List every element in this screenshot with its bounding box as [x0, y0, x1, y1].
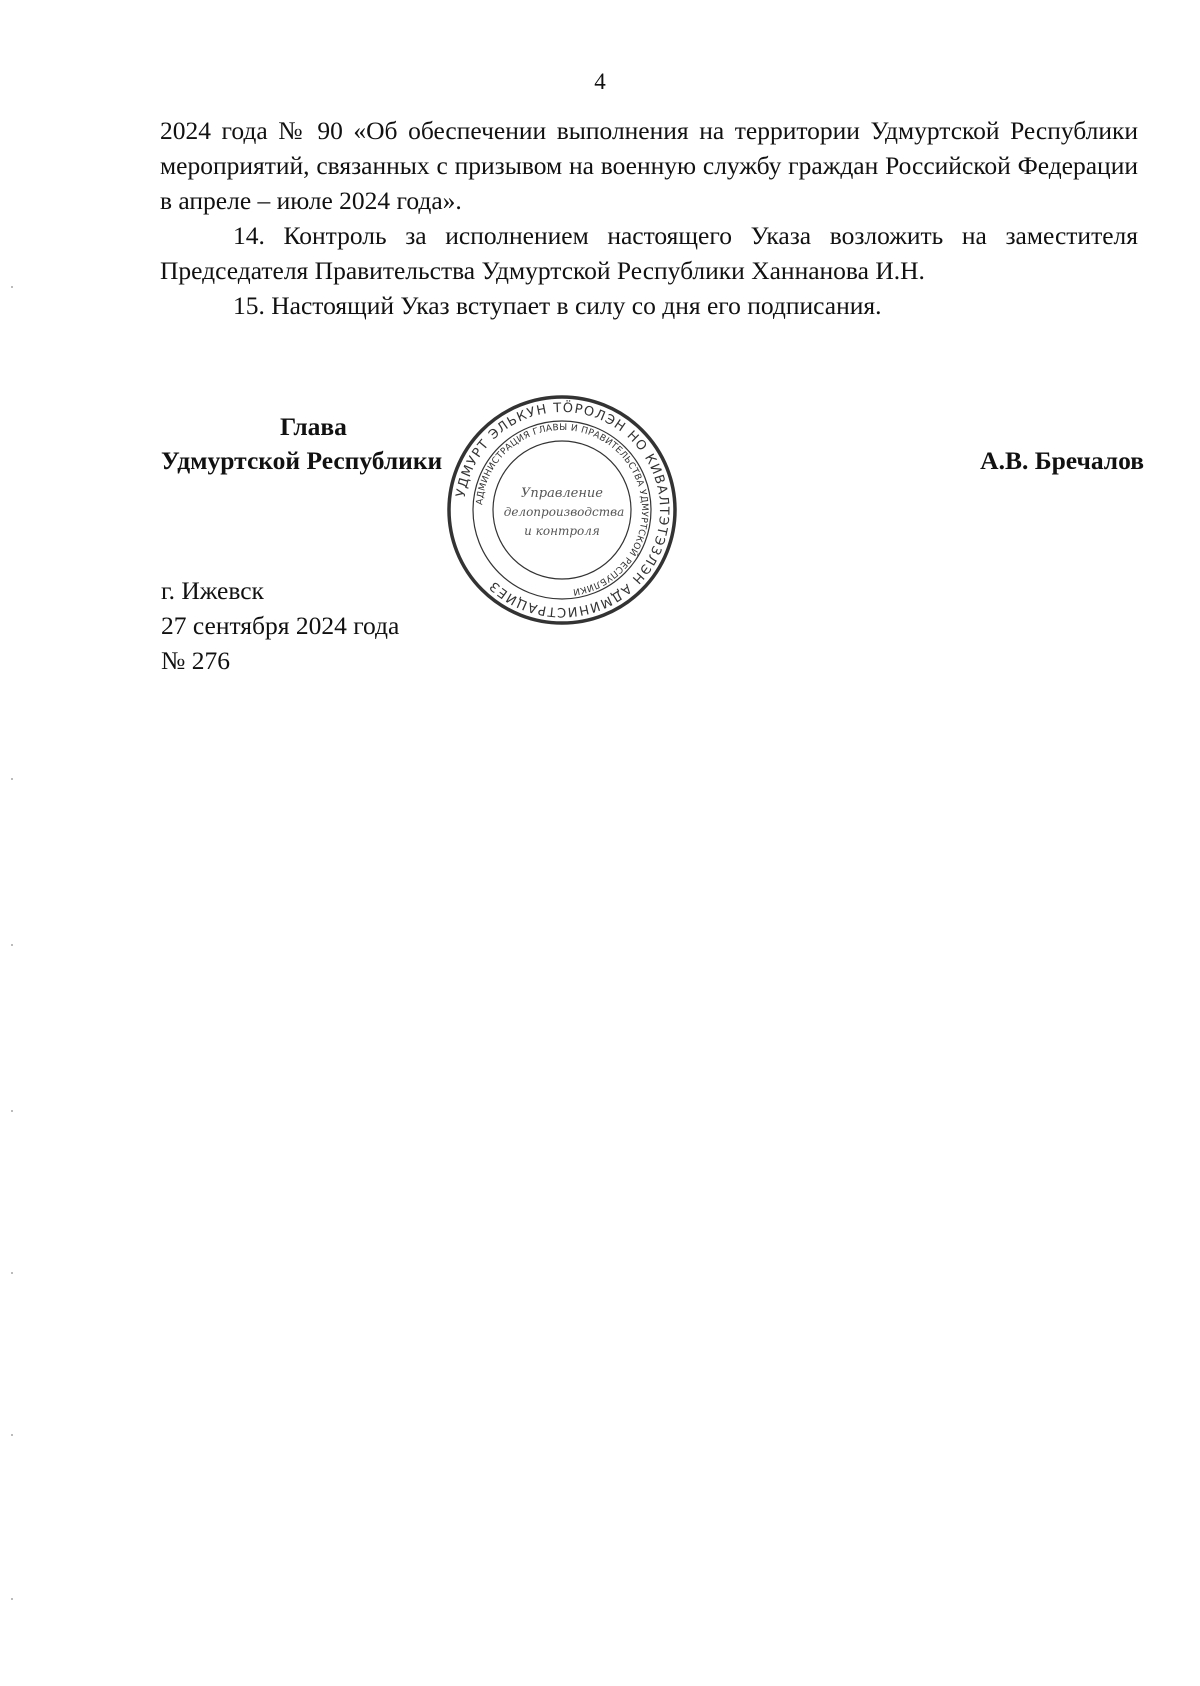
signatory-name: А.В. Бречалов: [980, 446, 1144, 475]
place-date-block: [161, 573, 399, 678]
seal-center-line-3: и контроля: [524, 524, 600, 538]
scan-mark: [11, 1434, 13, 1436]
seal-inner-text: АДМИНИСТРАЦИЯ ГЛАВЫ И ПРАВИТЕЛЬСТВА УДМУРТСКОЙ РЕСПУБЛИКИ: [475, 422, 650, 597]
signatory-title-line-1: Глава: [280, 412, 347, 441]
official-seal: [446, 394, 678, 626]
paragraph-continuation: 2024 года № 90 «Об обеспечении выполнения на территории Удмуртской Республики мероприятий, связанных с призывом на военную службу граждан Российской Федерации в апреле – июле 2024 года».: [160, 116, 1138, 215]
paragraph-14: 14. Контроль за исполнением настоящего Указа возложить на заместителя Председателя Правительства Удмуртской Республики Ханнанова И.Н.: [160, 221, 1138, 285]
date: 27 сентября 2024 года: [161, 611, 400, 640]
scan-mark: [11, 1110, 13, 1112]
scan-mark: [11, 1598, 13, 1600]
document-body: [160, 113, 1138, 323]
scan-mark: [11, 944, 13, 946]
seal-center-line-1: Управление: [520, 486, 604, 501]
scan-mark: [11, 1272, 13, 1274]
seal-center-line-2: делопроизводства: [503, 505, 625, 519]
paragraph-15: 15. Настоящий Указ вступает в силу со дня его подписания.: [233, 291, 882, 320]
signatory-title-line-2: Удмуртской Республики: [161, 446, 443, 475]
scan-mark: [11, 286, 13, 288]
scan-mark: [11, 778, 13, 780]
city: г. Ижевск: [161, 576, 264, 605]
seal-outer-text: УДМУРТ ЭЛЬКУН ТӦРОЛЭН НО КИВАЛТЭТЭЗЛЭН АДМИНИСТРАЦИЕЗ: [453, 400, 672, 620]
page-number: 4: [594, 69, 606, 94]
decree-number: № 276: [161, 646, 230, 675]
